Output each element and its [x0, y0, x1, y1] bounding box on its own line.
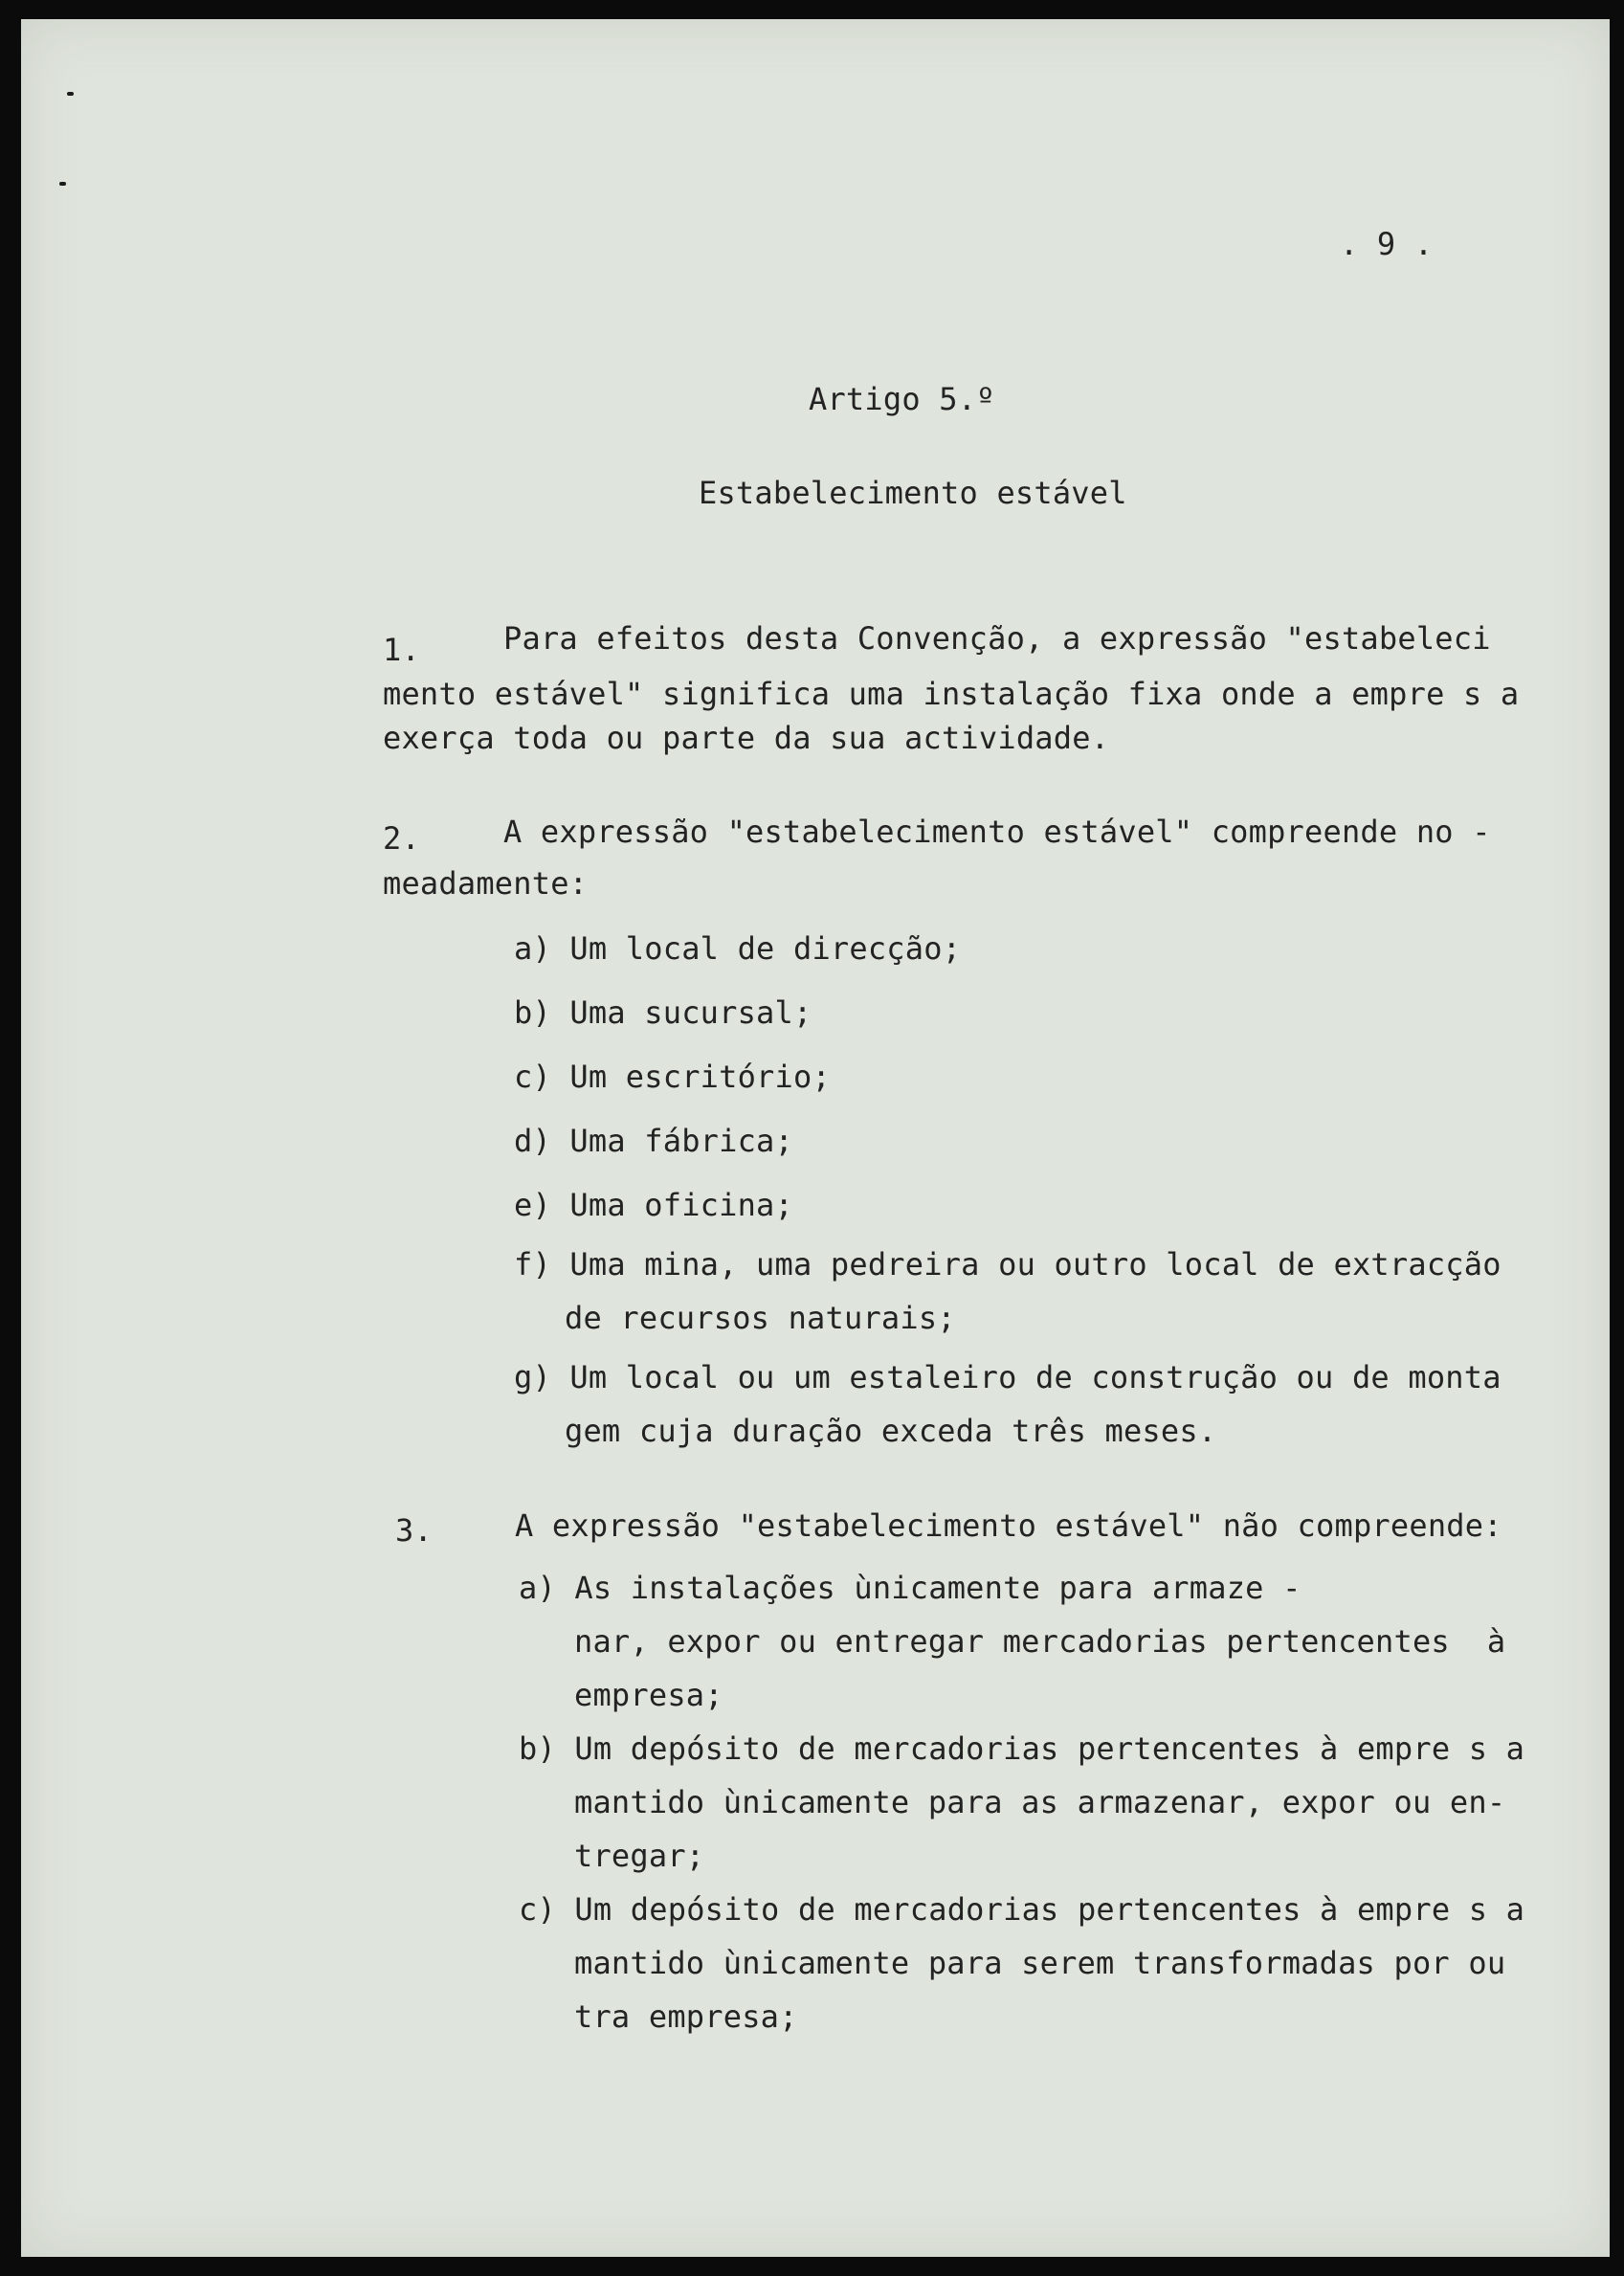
list-item: b) Uma sucursal; — [514, 994, 812, 1031]
paragraph-line: Para efeitos desta Convenção, a expressão "estabeleci — [503, 620, 1491, 657]
list-item-continuation: empresa; — [574, 1677, 723, 1713]
page-number: . 9 . — [1340, 226, 1434, 262]
list-item-continuation: de recursos naturais; — [565, 1300, 956, 1336]
paragraph-line: meadamente: — [383, 865, 589, 902]
list-item: e) Uma oficina; — [514, 1187, 793, 1223]
list-item-continuation: gem cuja duração exceda três meses. — [565, 1413, 1217, 1449]
list-item: a) As instalações ùnicamente para armaze - — [519, 1570, 1301, 1606]
paragraph-line: A expressão "estabelecimento estável" não compreende: — [515, 1507, 1502, 1544]
punch-mark — [67, 92, 74, 96]
list-item: f) Uma mina, uma pedreira ou outro local de extracção — [514, 1246, 1502, 1283]
list-item-continuation: mantido ùnicamente para as armazenar, expor ou en- — [574, 1784, 1506, 1820]
list-item-continuation: nar, expor ou entregar mercadorias pertencentes à — [574, 1623, 1506, 1660]
list-item-continuation: mantido ùnicamente para serem transformadas por ou — [574, 1945, 1506, 1981]
list-item: c) Um escritório; — [514, 1059, 831, 1095]
paragraph-number: 1. — [383, 632, 420, 668]
paragraph-line: exerça toda ou parte da sua actividade. — [383, 720, 1110, 756]
list-item: a) Um local de direcção; — [514, 930, 962, 967]
paragraph-line: mento estável" significa uma instalação fixa onde a empre s a — [383, 676, 1520, 712]
list-item: b) Um depósito de mercadorias pertencentes à empre s a — [519, 1730, 1525, 1767]
list-item-continuation: tregar; — [574, 1838, 705, 1874]
punch-mark — [59, 182, 66, 186]
article-title: Artigo 5.º — [809, 381, 995, 417]
list-item: c) Um depósito de mercadorias pertencentes à empre s a — [519, 1891, 1525, 1928]
list-item-continuation: tra empresa; — [574, 1998, 798, 2035]
list-item: g) Um local ou um estaleiro de construção ou de monta — [514, 1359, 1502, 1395]
section-title: Estabelecimento estável — [699, 475, 1127, 511]
paragraph-number: 3. — [395, 1512, 433, 1549]
list-item: d) Uma fábrica; — [514, 1123, 793, 1159]
paragraph-line: A expressão "estabelecimento estável" compreende no - — [503, 814, 1491, 850]
paragraph-number: 2. — [383, 820, 420, 857]
